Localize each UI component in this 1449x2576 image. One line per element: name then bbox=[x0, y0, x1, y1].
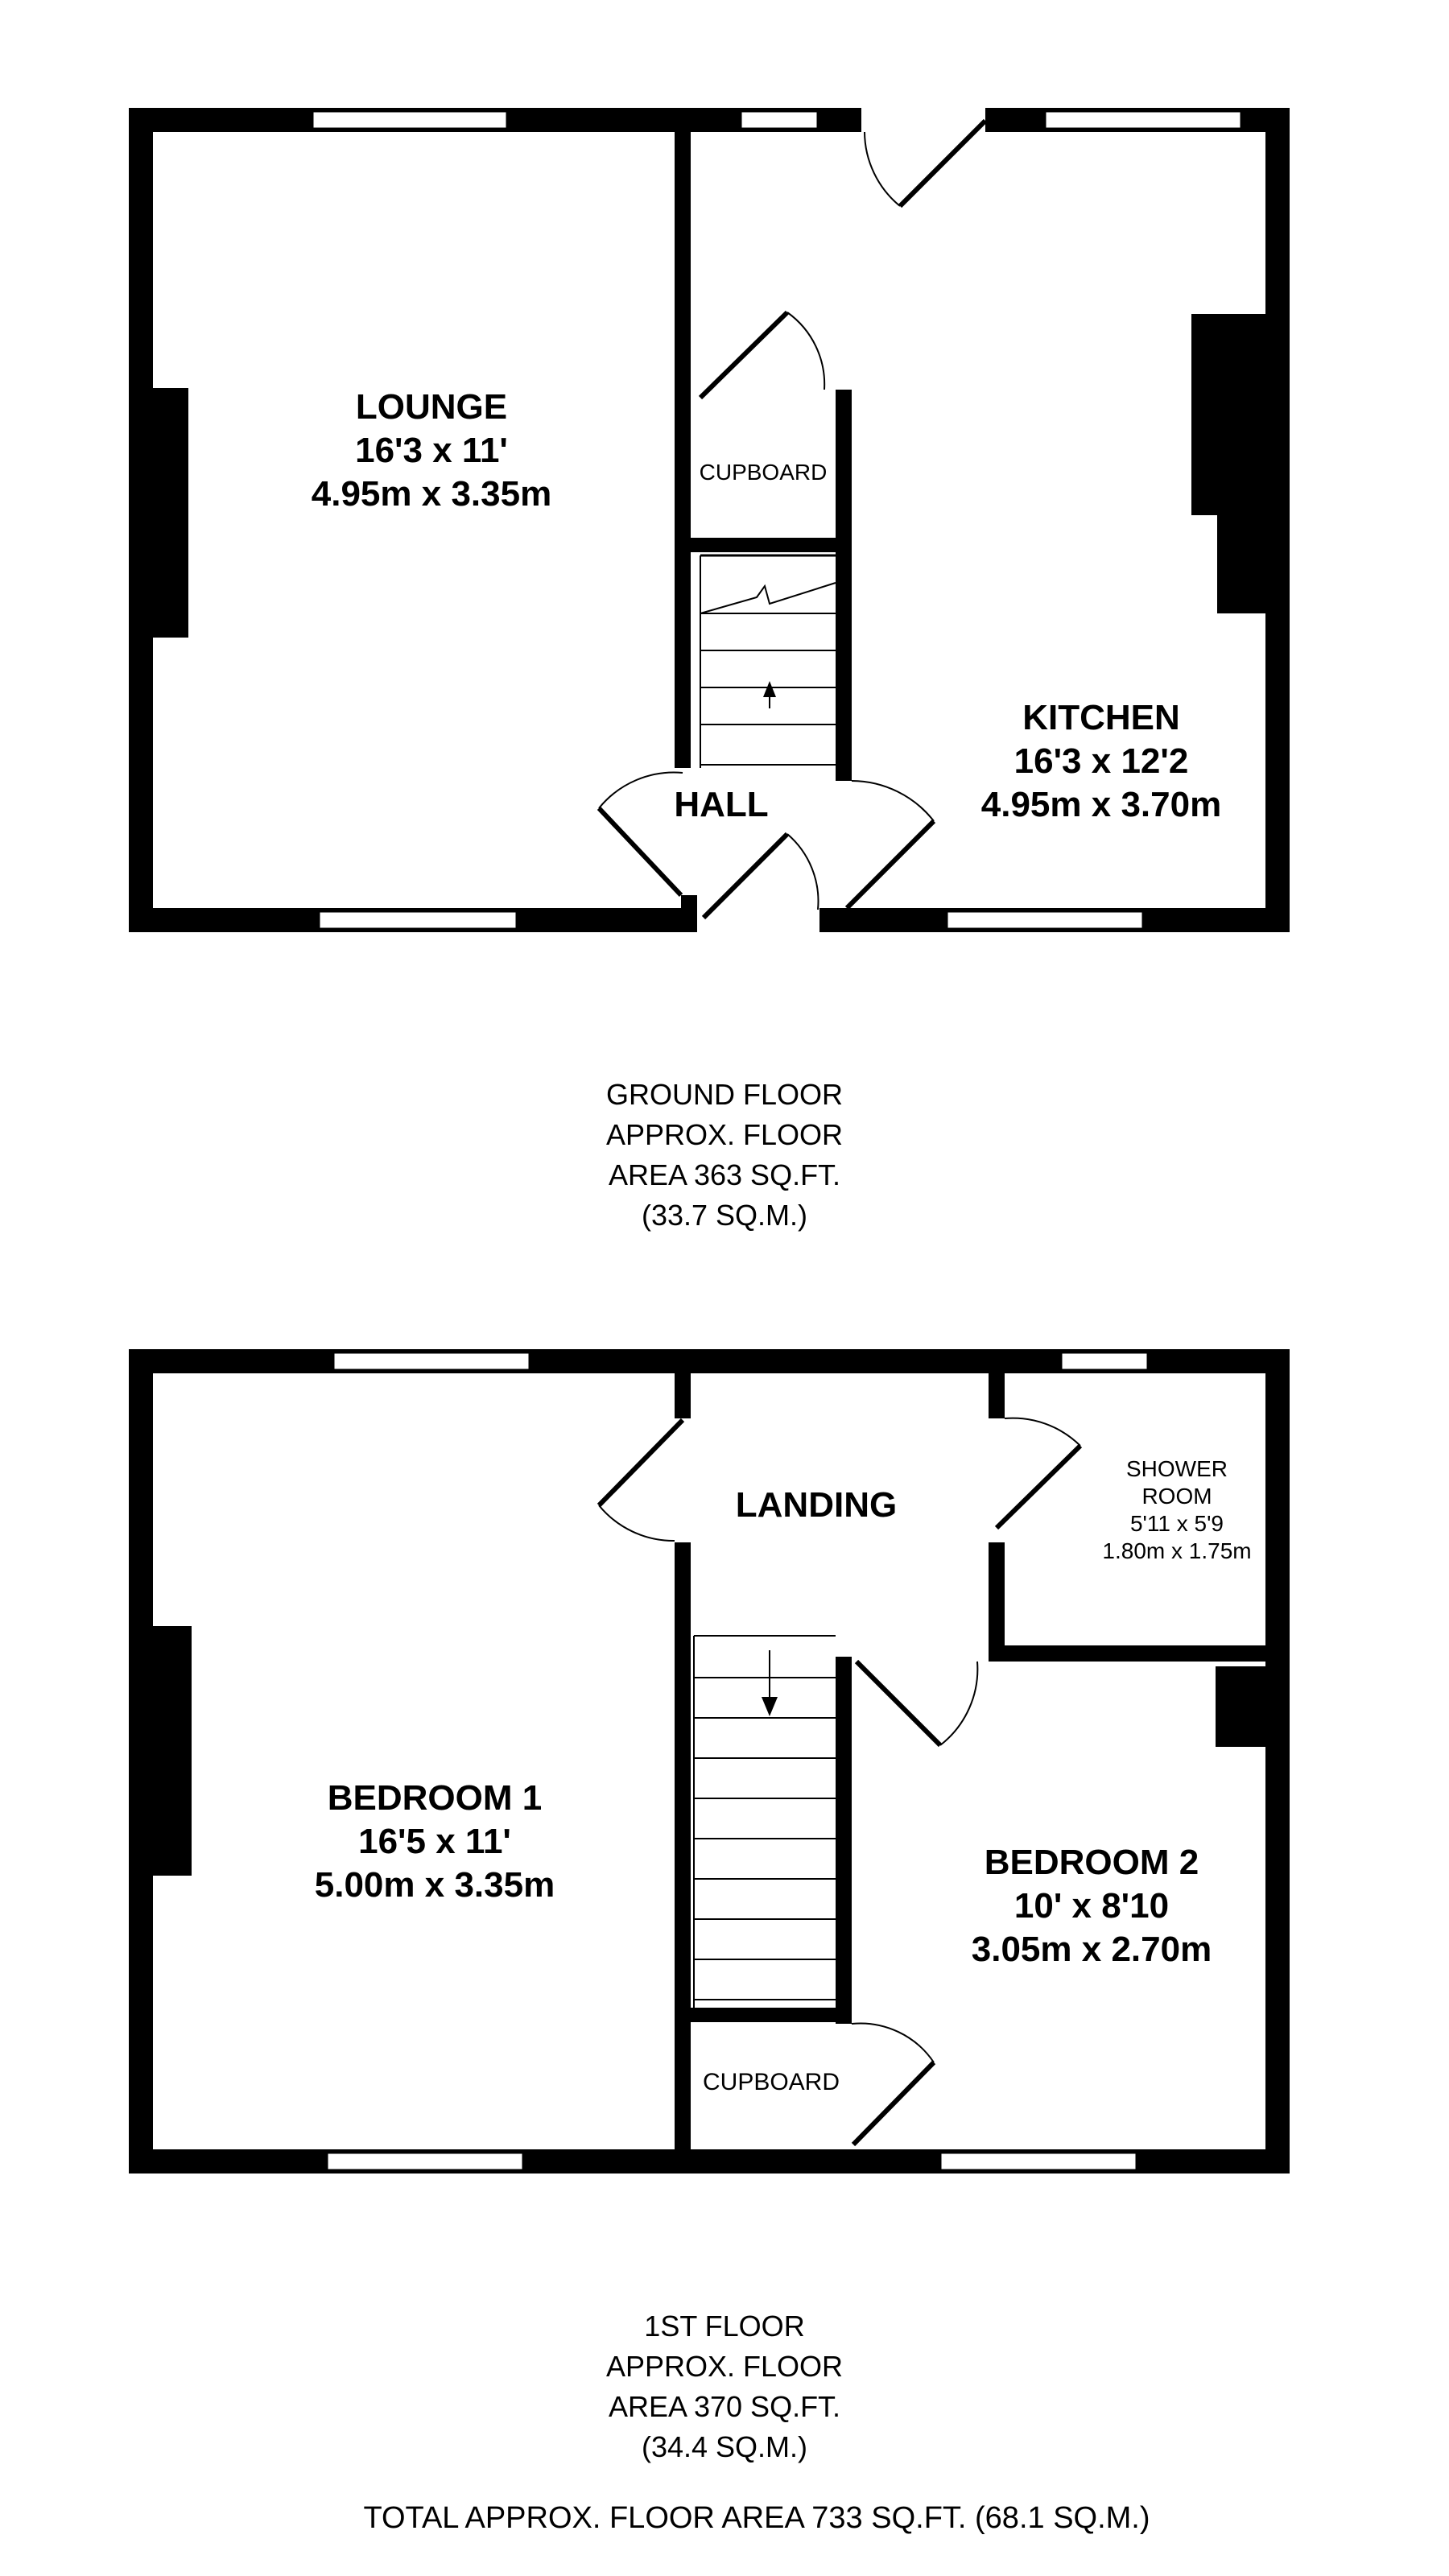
ff-landing-name: LANDING bbox=[735, 1485, 898, 1525]
ff-shower-imperial: 5'11 x 5'9 bbox=[1129, 1511, 1224, 1536]
ff-wall-right bbox=[1265, 1349, 1290, 2174]
ff-bedroom1-chimney bbox=[153, 1626, 192, 1876]
first-floor-plan bbox=[129, 1349, 1290, 2463]
gf-wall-cupboard-bottom bbox=[691, 538, 852, 552]
gf-wall-left bbox=[129, 108, 153, 932]
gf-window-hall-top bbox=[741, 111, 818, 129]
gf-wall-cupboard-right bbox=[836, 390, 852, 781]
ff-window-bedroom2-bottom bbox=[940, 2153, 1137, 2170]
gf-kitchen-chimney bbox=[1191, 314, 1265, 613]
gf-door-front bbox=[704, 834, 787, 918]
gf-hall-name: HALL bbox=[674, 785, 769, 824]
ff-caption-line-3: AREA 370 SQ.FT. bbox=[608, 2390, 841, 2423]
gf-door-cupboard bbox=[700, 312, 787, 398]
ff-bedroom2-metric: 3.05m x 2.70m bbox=[971, 1930, 1212, 1969]
ff-caption-line-4: (34.4 SQ.M.) bbox=[641, 2430, 808, 2463]
gf-caption-line-2: APPROX. FLOOR bbox=[605, 1118, 844, 1151]
ff-stair-arrow-down-icon bbox=[762, 1697, 778, 1716]
gf-door-cupboard-swing bbox=[787, 312, 824, 390]
ff-caption-line-1: 1ST FLOOR bbox=[644, 2310, 805, 2343]
gf-door-lounge bbox=[599, 808, 681, 895]
ff-wall-cupboard-top bbox=[691, 2008, 852, 2022]
gf-kitchen-metric: 4.95m x 3.70m bbox=[980, 785, 1222, 824]
gf-door-back bbox=[900, 121, 985, 206]
ff-wall-bedroom1 bbox=[675, 1542, 691, 2149]
ff-door-bedroom1-swing bbox=[599, 1505, 675, 1541]
gf-caption-line-1: GROUND FLOOR bbox=[605, 1078, 844, 1111]
ff-bedroom1-name: BEDROOM 1 bbox=[327, 1778, 543, 1818]
ff-door-shower bbox=[997, 1446, 1080, 1528]
gf-caption-line-4: (33.7 SQ.M.) bbox=[641, 1199, 808, 1232]
ff-staircase bbox=[694, 1636, 836, 2008]
gf-window-kitchen-top bbox=[1045, 111, 1241, 129]
gf-door-kitchen-swing bbox=[852, 781, 934, 821]
ff-bedroom2-name: BEDROOM 2 bbox=[984, 1843, 1199, 1882]
ff-bedroom1-metric: 5.00m x 3.35m bbox=[314, 1865, 555, 1905]
ff-door-cupboard bbox=[853, 2062, 934, 2145]
ff-bedroom1-imperial: 16'5 x 11' bbox=[358, 1822, 511, 1861]
gf-caption-line-3: AREA 363 SQ.FT. bbox=[608, 1158, 841, 1191]
gf-lounge-imperial: 16'3 x 11' bbox=[355, 431, 508, 470]
ff-door-shower-swing bbox=[1005, 1418, 1080, 1446]
gf-cupboard-name: CUPBOARD bbox=[699, 460, 828, 485]
ff-caption-line-2: APPROX. FLOOR bbox=[605, 2350, 844, 2383]
ff-wall-shower-left-top bbox=[989, 1373, 1005, 1418]
gf-kitchen-imperial: 16'3 x 12'2 bbox=[1013, 741, 1189, 781]
gf-door-front-swing bbox=[787, 834, 818, 910]
ff-bedroom2-chimney bbox=[1216, 1666, 1265, 1747]
gf-lounge-metric: 4.95m x 3.35m bbox=[311, 474, 552, 514]
ff-shower-metric: 1.80m x 1.75m bbox=[1102, 1538, 1252, 1563]
ff-door-cupboard-swing bbox=[852, 2023, 934, 2062]
ff-window-bedroom1-top bbox=[333, 1352, 530, 1370]
gf-window-lounge-top bbox=[312, 111, 507, 129]
ff-window-shower-top bbox=[1061, 1352, 1148, 1370]
ground-floor-plan bbox=[129, 108, 1290, 1232]
ff-door-bedroom2 bbox=[857, 1662, 940, 1745]
gf-kitchen-name: KITCHEN bbox=[1022, 698, 1180, 737]
gf-door-back-swing bbox=[865, 132, 900, 206]
ff-cupboard-name: CUPBOARD bbox=[702, 2069, 840, 2095]
gf-staircase bbox=[700, 555, 836, 768]
gf-window-kitchen-bottom bbox=[947, 911, 1143, 929]
ff-shower-name-1: SHOWER bbox=[1126, 1456, 1228, 1481]
ff-door-bedroom1 bbox=[599, 1420, 683, 1505]
ff-window-bedroom1-bottom bbox=[327, 2153, 523, 2170]
ff-wall-stair-right bbox=[836, 1657, 852, 2024]
ff-wall-left bbox=[129, 1349, 153, 2174]
gf-lounge-name: LOUNGE bbox=[355, 387, 508, 427]
gf-door-kitchen bbox=[847, 821, 934, 908]
gf-stair-arrow-up-icon bbox=[763, 681, 776, 697]
ff-bedroom2-imperial: 10' x 8'10 bbox=[1013, 1886, 1170, 1926]
ff-wall-shower-left bbox=[989, 1542, 1005, 1657]
gf-wall-lounge-hall bbox=[675, 132, 691, 768]
ff-shower-name-2: ROOM bbox=[1141, 1484, 1212, 1509]
ff-wall-bedroom1-top bbox=[675, 1373, 691, 1418]
gf-lounge-chimney bbox=[153, 388, 188, 638]
total-area: TOTAL APPROX. FLOOR AREA 733 SQ.FT. (68.1 SQ.M.) bbox=[363, 2501, 1150, 2535]
gf-wall-right bbox=[1265, 108, 1290, 932]
gf-window-lounge-bottom bbox=[319, 911, 517, 929]
gf-wall-lounge-hall-lower bbox=[681, 895, 697, 911]
ff-door-bedroom2-swing bbox=[940, 1662, 977, 1745]
ff-wall-shower-bottom bbox=[989, 1645, 1265, 1662]
gf-door-lounge-swing bbox=[599, 773, 683, 808]
